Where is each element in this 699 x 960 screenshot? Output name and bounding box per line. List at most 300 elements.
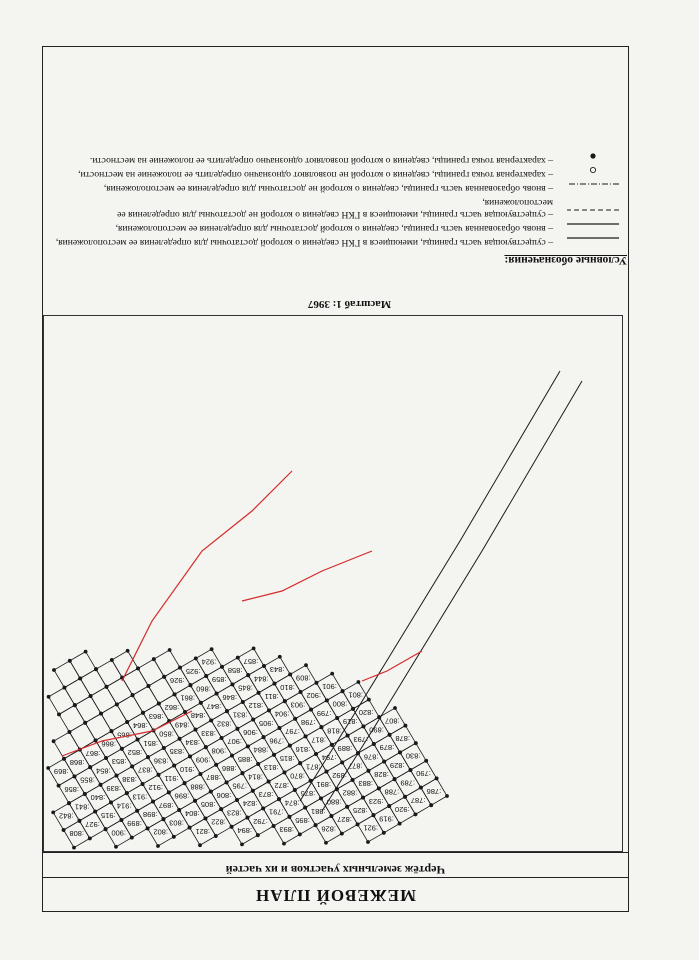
boundary-point	[403, 795, 407, 799]
parcel-number: :894	[237, 826, 253, 835]
parcel-number: :827	[337, 815, 352, 825]
boundary-point	[236, 727, 240, 731]
parcel-number: :920	[394, 805, 410, 815]
parcel-number: :815	[279, 754, 295, 763]
boundary-point	[340, 761, 344, 765]
parcel-number: :897	[158, 800, 174, 810]
boundary-point	[341, 689, 345, 693]
boundary-point	[199, 772, 203, 776]
parcel-number: :823	[226, 808, 242, 818]
parcel-number: :825	[352, 806, 368, 815]
boundary-point	[362, 725, 366, 729]
boundary-point	[157, 773, 161, 777]
parcel-number: :899	[127, 819, 142, 829]
legend-symbol-dashed-line	[567, 206, 619, 214]
boundary-point	[330, 814, 334, 818]
parcel-boundary	[80, 669, 106, 696]
parcel-number: :791	[268, 807, 284, 817]
boundary-point	[194, 657, 198, 661]
parcel-number: :810	[280, 682, 295, 692]
boundary-point	[214, 834, 218, 838]
parcel-boundary	[112, 651, 138, 678]
legend-item	[55, 168, 625, 180]
boundary-point	[157, 702, 161, 706]
boundary-point	[419, 786, 423, 790]
legend-text: – существующая часть границы, имеющиеся в ГКН сведения о которой достаточны для определения ее местоположения,	[55, 237, 553, 248]
boundary-point	[377, 787, 381, 791]
parcel-number: :786	[426, 786, 442, 796]
parcel-number: :850	[159, 729, 174, 739]
boundary-point	[115, 703, 119, 707]
parcel-number: :886	[221, 764, 237, 773]
parcel-number: :847	[206, 702, 222, 711]
parcel-number: :877	[347, 761, 363, 771]
boundary-point	[94, 739, 98, 743]
parcel-number: :817	[311, 735, 327, 745]
parcel-number: :852	[127, 748, 143, 757]
parcel-number: :792	[253, 816, 268, 826]
boundary-point	[277, 797, 281, 801]
boundary-point	[136, 667, 140, 671]
parcel-number: :872	[274, 780, 290, 790]
parcel-number: :887	[206, 773, 221, 783]
parcel-number: :862	[164, 702, 180, 712]
parcel-number: :865	[117, 730, 132, 740]
boundary-point	[240, 843, 244, 847]
parcel-number: :802	[153, 827, 169, 837]
parcel-number: :919	[379, 814, 394, 824]
boundary-point	[398, 751, 402, 755]
parcel-number: :908	[211, 746, 227, 756]
parcel-number: :892	[332, 770, 347, 780]
parcel-boundary	[117, 695, 143, 722]
boundary-point	[120, 818, 124, 822]
boundary-point	[278, 726, 282, 730]
boundary-point	[299, 690, 303, 694]
boundary-point	[315, 681, 319, 685]
parcel-number: :857	[243, 656, 259, 666]
parcel-number: :821	[195, 826, 211, 836]
boundary-point	[73, 775, 77, 779]
boundary-point	[262, 735, 266, 739]
boundary-point	[330, 743, 334, 747]
boundary-point	[110, 729, 114, 733]
legend-text: – вновь образованная часть границы, сведения о которой не достаточны для определения ее местоположения,	[103, 183, 553, 194]
parcel-number: :837	[137, 765, 153, 775]
road-edge	[322, 381, 582, 811]
boundary-point	[246, 745, 250, 749]
boundary-point	[303, 806, 307, 810]
parcel-number: :838	[122, 774, 137, 784]
legend-text: – вновь образованная часть границы, сведения о которой достаточны для определения ее местоположения,	[115, 223, 553, 234]
parcel-number: :796	[269, 736, 285, 746]
boundary-point	[104, 756, 108, 760]
parcel-number: :836	[153, 756, 169, 766]
boundary-point	[146, 755, 150, 759]
boundary-point	[194, 728, 198, 732]
parcel-number: :844	[253, 674, 269, 684]
parcel-number: :902	[306, 691, 322, 701]
boundary-point	[325, 699, 329, 703]
boundary-point	[241, 700, 245, 704]
boundary-point	[241, 771, 245, 775]
parcel-number: :863	[148, 712, 164, 721]
legend-text: – существующая часть границы, имеющиеся в ГКН сведения о которой не достаточны для определения ее местоположения,	[117, 197, 553, 220]
legend-symbol-open-circle	[567, 166, 619, 174]
parcel-number: :889	[337, 744, 353, 753]
parcel-number: :880	[326, 797, 342, 807]
boundary-point	[84, 650, 88, 654]
parcel-number: :927	[85, 820, 100, 829]
boundary-point	[320, 725, 324, 729]
parcel-number: :875	[300, 789, 316, 799]
legend-item	[55, 236, 625, 248]
parcel-number: :864	[132, 721, 148, 731]
parcel-boundary	[59, 705, 85, 732]
boundary-point	[62, 757, 66, 761]
boundary-point	[298, 833, 302, 837]
parcel-number: :904	[274, 709, 290, 719]
parcel-number: :813	[263, 763, 279, 773]
parcel-number: :854	[95, 766, 111, 776]
parcel-number: :879	[379, 743, 395, 753]
boundary-point	[429, 803, 433, 807]
road-edge	[300, 371, 560, 801]
new-boundary-line	[362, 651, 422, 681]
parcel-number: :824	[242, 799, 258, 809]
boundary-point	[73, 703, 77, 707]
boundary-point	[282, 842, 286, 846]
parcel-number: :888	[190, 782, 206, 792]
parcel-number: :906	[243, 728, 258, 737]
boundary-point	[361, 796, 365, 800]
parcel-number: :914	[116, 801, 132, 811]
parcel-number: :885	[237, 754, 253, 764]
boundary-point	[199, 701, 203, 705]
parcel-number: :925	[185, 666, 201, 676]
parcel-number: :870	[290, 771, 305, 781]
parcel-number: :831	[232, 710, 248, 720]
boundary-point	[398, 822, 402, 826]
boundary-point	[67, 801, 71, 805]
document-title: МЕЖЕВОЙ ПЛАН	[255, 886, 416, 905]
boundary-point	[152, 657, 156, 661]
boundary-point	[236, 656, 240, 660]
parcel-number: :876	[363, 752, 379, 762]
legend-text: – характерная точка границы, сведения о которой не позволяют однозначно определить ее положение на местности,	[78, 169, 553, 180]
parcel-number: :829	[389, 760, 405, 770]
boundary-point	[162, 746, 166, 750]
legend-symbol-filled-dot	[567, 152, 619, 160]
new-boundary-line	[122, 471, 292, 684]
boundary-point	[198, 843, 202, 847]
parcel-boundary	[96, 660, 122, 687]
boundary-point	[424, 759, 428, 763]
boundary-point	[230, 754, 234, 758]
parcel-number: :820	[358, 708, 374, 717]
boundary-point	[141, 711, 145, 715]
boundary-point	[135, 809, 139, 813]
parcel-number: :793	[353, 734, 369, 744]
boundary-point	[293, 788, 297, 792]
boundary-point	[252, 647, 256, 651]
parcel-number: :923	[368, 796, 384, 806]
boundary-point	[125, 791, 129, 795]
parcel-number: :801	[348, 690, 364, 700]
boundary-point	[330, 672, 334, 676]
parcel-number: :895	[295, 816, 310, 825]
boundary-point	[72, 846, 76, 850]
boundary-point	[214, 763, 218, 767]
boundary-point	[146, 827, 150, 831]
parcel-number: :858	[227, 666, 243, 675]
parcel-number: :835	[169, 747, 185, 757]
parcel-number: :878	[395, 734, 411, 743]
parcel-boundary	[138, 659, 164, 686]
parcel-number: :926	[169, 676, 185, 685]
title-block	[42, 852, 629, 912]
boundary-point	[351, 778, 355, 782]
parcel-number: :883	[358, 779, 374, 789]
parcel-number: :909	[195, 755, 211, 765]
boundary-point	[251, 718, 255, 722]
boundary-point	[93, 810, 97, 814]
parcel-number: :806	[216, 790, 232, 800]
boundary-point	[267, 780, 271, 784]
parcel-number: :901	[322, 682, 337, 691]
parcel-number: :789	[400, 778, 416, 788]
parcel-number: :873	[258, 790, 274, 799]
boundary-point	[351, 707, 355, 711]
parcel-number: :819	[342, 717, 358, 727]
parcel-number: :830	[405, 751, 421, 761]
boundary-point	[189, 683, 193, 687]
boundary-point	[288, 673, 292, 677]
boundary-point	[88, 765, 92, 769]
cadastral-plan-drawing	[44, 316, 622, 851]
parcel-boundary	[69, 723, 95, 750]
boundary-point	[204, 745, 208, 749]
legend-symbol-dash-dot-line	[567, 180, 619, 188]
legend-symbol-solid-line	[567, 234, 619, 242]
boundary-point	[52, 739, 56, 743]
parcel-number: :907	[227, 737, 243, 747]
boundary-point	[283, 771, 287, 775]
boundary-point	[110, 658, 114, 662]
boundary-point	[230, 825, 234, 829]
boundary-point	[319, 797, 323, 801]
parcel-number: :866	[101, 739, 117, 749]
boundary-point	[173, 693, 177, 697]
parcel-number: :871	[305, 762, 321, 772]
boundary-point	[83, 792, 87, 796]
parcel-number: :846	[222, 692, 238, 702]
parcel-number: :874	[284, 798, 300, 808]
parcel-boundary	[54, 661, 80, 688]
parcel-number: :832	[216, 719, 232, 729]
boundary-point	[304, 735, 308, 739]
boundary-point	[83, 721, 87, 725]
parcel-number: :828	[374, 770, 389, 779]
parcel-boundary	[70, 652, 96, 679]
boundary-point	[168, 648, 172, 652]
boundary-point	[68, 730, 72, 734]
boundary-point	[172, 764, 176, 768]
boundary-point	[251, 789, 255, 793]
parcel-number: :860	[196, 684, 211, 694]
boundary-point	[94, 667, 98, 671]
parcel-number: :790	[416, 769, 431, 779]
boundary-point	[47, 695, 51, 699]
boundary-point	[304, 663, 308, 667]
legend-item	[55, 222, 625, 234]
parcel-number: :890	[369, 725, 384, 735]
boundary-point	[393, 706, 397, 710]
boundary-point	[219, 807, 223, 811]
legend-title: Условные обозначения:	[504, 254, 627, 266]
boundary-point	[115, 774, 119, 778]
parcel-number: :797	[285, 727, 300, 737]
boundary-point	[177, 808, 181, 812]
parcel-number: :839	[106, 784, 122, 793]
parcel-boundary	[75, 696, 101, 723]
boundary-point	[52, 668, 56, 672]
boundary-point	[382, 831, 386, 835]
boundary-point	[367, 698, 371, 702]
boundary-point	[105, 685, 109, 689]
parcel-number: :855	[80, 775, 95, 785]
parcel-number: :798	[300, 718, 316, 727]
parcel-number: :841	[74, 802, 90, 812]
parcel-number: :911	[164, 774, 179, 783]
boundary-point	[147, 684, 151, 688]
boundary-point	[88, 837, 92, 841]
parcel-number: :840	[90, 793, 106, 803]
parcel-number: :814	[248, 772, 263, 782]
parcel-boundary	[154, 650, 180, 677]
boundary-point	[68, 659, 72, 663]
parcel-number: :812	[248, 701, 264, 711]
boundary-point	[283, 699, 287, 703]
boundary-point	[293, 717, 297, 721]
parcel-number: :833	[201, 728, 216, 738]
parcel-number: :898	[142, 810, 158, 819]
parcel-number: :856	[64, 784, 80, 794]
parcel-number: :842	[58, 811, 74, 821]
boundary-point	[314, 752, 318, 756]
drawing-area	[43, 315, 623, 852]
boundary-point	[167, 791, 171, 795]
parcel-number: :853	[111, 757, 127, 767]
boundary-point	[324, 841, 328, 845]
parcel-number: :859	[211, 675, 227, 685]
boundary-point	[267, 709, 271, 713]
boundary-point	[131, 693, 135, 697]
parcel-number: :896	[174, 791, 190, 801]
boundary-point	[387, 804, 391, 808]
boundary-point	[62, 828, 66, 832]
boundary-point	[78, 677, 82, 681]
boundary-point	[109, 801, 113, 805]
scale-label: Масштаб 1: 3967	[307, 298, 392, 310]
boundary-point	[104, 827, 108, 831]
parcel-number: :826	[321, 824, 337, 834]
parcel-number: :803	[169, 818, 184, 828]
boundary-point	[256, 833, 260, 837]
boundary-point	[141, 782, 145, 786]
boundary-point	[272, 824, 276, 828]
parcel-number: :848	[190, 711, 206, 721]
parcel-number: :912	[148, 783, 164, 793]
parcel-boundary	[64, 678, 90, 705]
boundary-point	[340, 832, 344, 836]
boundary-point	[126, 649, 130, 653]
boundary-point	[156, 844, 160, 848]
boundary-point	[99, 783, 103, 787]
parcel-number: :869	[53, 767, 69, 777]
parcel-number: :816	[295, 744, 311, 754]
boundary-point	[220, 665, 224, 669]
boundary-point	[261, 807, 265, 811]
boundary-point	[130, 836, 134, 840]
boundary-point	[388, 733, 392, 737]
parcel-number: :903	[290, 700, 306, 710]
parcel-number: :884	[253, 745, 269, 755]
parcel-number: :818	[327, 726, 342, 736]
legend-item	[55, 182, 625, 194]
parcel-number: :788	[384, 787, 400, 797]
document-subtitle: Чертёж земельных участков и их частей	[225, 863, 446, 877]
parcel-number: :804	[184, 809, 200, 819]
boundary-point	[193, 799, 197, 803]
boundary-point	[46, 766, 50, 770]
boundary-point	[51, 811, 55, 815]
parcel-number: :787	[410, 796, 426, 805]
boundary-point	[314, 823, 318, 827]
parcel-number: :900	[111, 828, 127, 838]
parcel-number: :800	[332, 699, 348, 709]
boundary-point	[57, 713, 61, 717]
parcel-number: :843	[269, 665, 285, 675]
boundary-point	[57, 784, 61, 788]
parcel-number: :915	[100, 810, 116, 820]
parcel-number: :805	[200, 800, 216, 809]
boundary-point	[188, 755, 192, 759]
boundary-point	[204, 674, 208, 678]
parcel-number: :795	[232, 781, 248, 791]
boundary-point	[246, 673, 250, 677]
parcel-number: :845	[238, 683, 253, 693]
boundary-point	[172, 835, 176, 839]
boundary-point	[357, 680, 361, 684]
boundary-point	[78, 819, 82, 823]
boundary-point	[136, 738, 140, 742]
parcel-number: :834	[185, 738, 201, 747]
boundary-point	[209, 790, 213, 794]
boundary-point	[178, 666, 182, 670]
boundary-point	[215, 692, 219, 696]
parcel-boundary	[85, 714, 111, 741]
parcel-number: :893	[279, 825, 295, 835]
boundary-point	[63, 686, 67, 690]
parcel-boundary	[91, 687, 117, 714]
parcel-boundary	[106, 678, 132, 705]
boundary-point	[231, 683, 235, 687]
boundary-point	[435, 777, 439, 781]
parcel-number: :881	[310, 806, 326, 816]
boundary-point	[262, 664, 266, 668]
boundary-point	[414, 813, 418, 817]
